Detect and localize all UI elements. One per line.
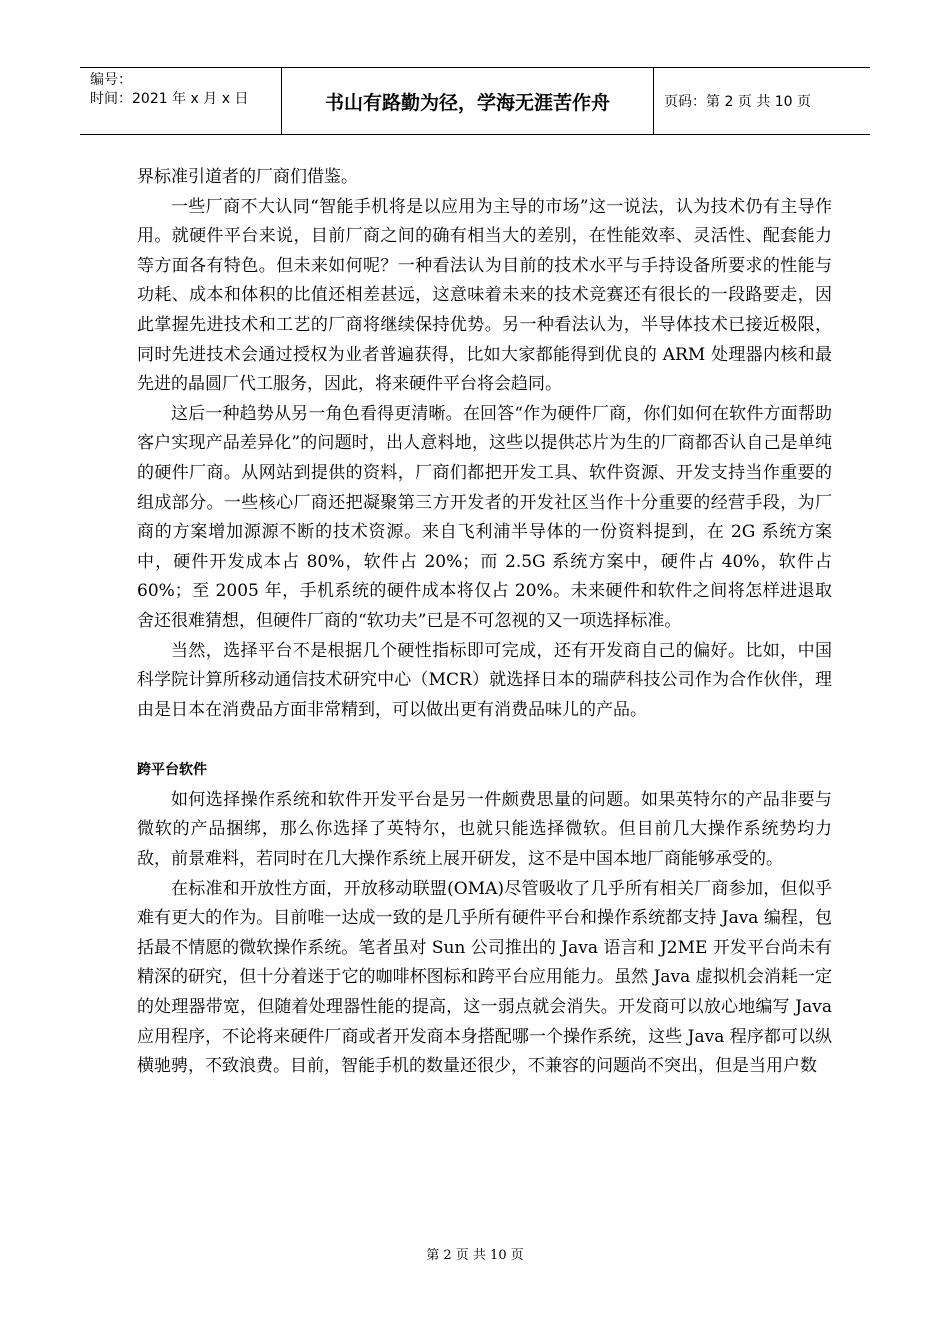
paragraph: 如何选择操作系统和软件开发平台是另一件颇费思量的问题。如果英特尔的产品非要与微软的产品捆绑，那么你选择了英特尔，也就只能选择微软。但目前几大操作系统势均力敌，前景难料，若同时在几大操作系统上展开研发，这不是中国本地厂商能够承受的。 bbox=[137, 789, 832, 870]
page-header bbox=[80, 67, 870, 135]
header-meta bbox=[80, 68, 282, 134]
header-page-info: 页码：第 2 页 共 10 页 bbox=[664, 94, 811, 110]
page-footer: 第 2 页 共 10 页 bbox=[426, 1248, 524, 1263]
paragraph: 在标准和开放性方面，开放移动联盟(OMA)尽管吸收了几乎所有相关厂商参加，但似乎难有更大的作为。目前唯一达成一致的是几乎所有硬件平台和操作系统都支持 Java 编程，包括最不情愿的微软操作系统。笔者虽对 Sun 公司推出的 Java 语言和 J2ME 开发平台尚未有精深的研究，但十分着迷于它的咖啡杯图标和跨平台应用能力。虽然 Java 虚拟机会消耗一定的处理器带宽，但随着处理器性能的提高，这一弱点就会消失。开发商可以放心地编写 Java 应用程序，不论将来硬件厂商或者开发商本身搭配哪一个操作系统，这些 Java 程序都可以纵横驰骋，不致浪费。目前，智能手机的数量还很少，不兼容的问题尚不突出，但是当用户数 bbox=[137, 878, 832, 1077]
document-date: 时间：2021 年 x 月 x 日 bbox=[90, 91, 249, 107]
paragraph: 一些厂商不大认同“智能手机将是以应用为主导的市场”这一说法，认为技术仍有主导作用。就硬件平台来说，目前厂商之间的确有相当大的差别，在性能效率、灵活性、配套能力等方面各有特色。但未来如何呢？一种看法认为目前的技术水平与手持设备所要求的性能与功耗、成本和体积的比值还相差甚远，这意味着未来的技术竞赛还有很长的一段路要走，因此掌握先进技术和工艺的厂商将继续保持优势。另一种看法认为，半导体技术已接近极限，同时先进技术会通过授权为业者普遍获得，比如大家都能得到优良的 ARM 处理器内核和最先进的晶圆厂代工服务，因此，将来硬件平台将会趋同。 bbox=[137, 196, 832, 395]
document-body bbox=[137, 163, 832, 1082]
section-heading: 跨平台软件 bbox=[137, 762, 207, 779]
header-motto: 书山有路勤为径，学海无涯苦作舟 bbox=[282, 68, 654, 134]
paragraph: 当然，选择平台不是根据几个硬性指标即可完成，还有开发商自己的偏好。比如，中国科学院计算所移动通信技术研究中心（MCR）就选择日本的瑞萨科技公司作为合作伙伴，理由是日本在消费品方面非常精到，可以做出更有消费品味儿的产品。 bbox=[137, 640, 832, 720]
paragraph: 界标准引道者的厂商们借鉴。 bbox=[137, 167, 358, 187]
paragraph: 这后一种趋势从另一角色看得更清晰。在回答“作为硬件厂商，你们如何在软件方面帮助客户实现产品差异化”的问题时，出人意料地，这些以提供芯片为生的厂商都否认自己是单纯的硬件厂商。从网站到提供的资料，厂商们都把开发工具、软件资源、开发支持当作重要的组成部分。一些核心厂商还把凝聚第三方开发者的开发社区当作十分重要的经营手段，为厂商的方案增加源源不断的技术资源。来自飞利浦半导体的一份资料提到，在 2G 系统方案中，硬件开发成本占 80%，软件占 20%；而 2.5G 系统方案中，硬件占 40%，软件占 60%；至 2005 年，手机系统的硬件成本将仅占 20%。未来硬件和软件之间将怎样进退取舍还很难猜想，但硬件厂商的“软功夫”已是不可忽视的又一项选择标准。 bbox=[137, 403, 832, 631]
document-number: 编号： bbox=[90, 72, 132, 88]
